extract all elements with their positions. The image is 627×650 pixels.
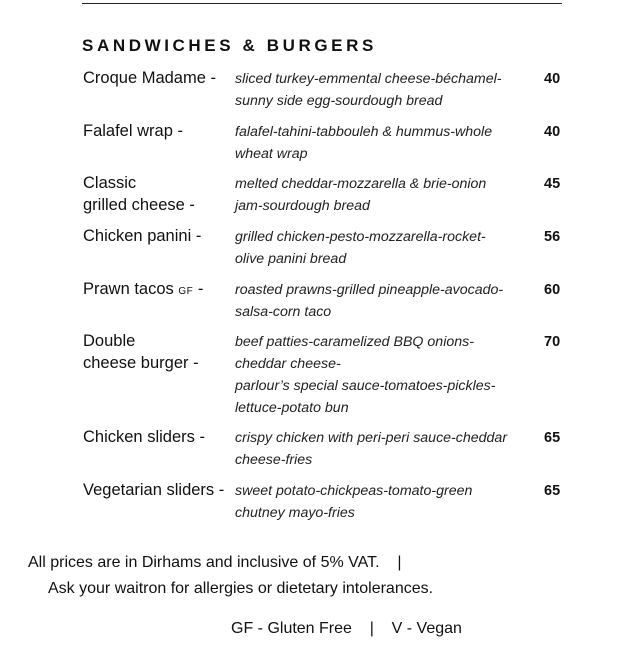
item-price: 40 bbox=[544, 71, 561, 87]
item-description-line: beef patties-caramelized BBQ onions- bbox=[235, 334, 474, 350]
dietary-legend: GF - Gluten Free | V - Vegan bbox=[231, 620, 462, 637]
vat-note: All prices are in Dirhams and inclusive of 5% VAT. | bbox=[28, 554, 402, 571]
item-description-line: falafel-tahini-tabbouleh & hummus-whole bbox=[235, 124, 493, 140]
item-name-text: Prawn tacos bbox=[83, 280, 174, 298]
item-name-line: grilled cheese - bbox=[83, 196, 195, 214]
top-divider bbox=[82, 3, 562, 4]
item-name-suffix: - bbox=[193, 280, 204, 298]
item-description bbox=[235, 331, 535, 419]
allergy-note: Ask your waitron for allergies or dietetary intolerances. bbox=[48, 580, 434, 597]
item-description bbox=[235, 121, 535, 165]
item-name bbox=[83, 278, 233, 303]
item-description-line: jam-sourdough bread bbox=[235, 198, 370, 214]
section-title: SANDWICHES & BURGERS bbox=[82, 36, 377, 55]
item-description-line: cheese-fries bbox=[235, 452, 313, 468]
item-description-line: sliced turkey-emmental cheese-béchamel- bbox=[235, 71, 502, 87]
item-description-line: chutney mayo-fries bbox=[235, 505, 355, 521]
item-description-line: lettuce-potato bun bbox=[235, 400, 349, 416]
item-description-line: melted cheddar-mozzarella & brie-onion bbox=[235, 176, 487, 192]
item-name-line: Double bbox=[83, 332, 136, 350]
item-name-line: cheese burger - bbox=[83, 354, 199, 372]
item-price: 40 bbox=[544, 124, 561, 140]
item-name bbox=[83, 172, 233, 216]
item-price: 45 bbox=[544, 176, 561, 192]
item-price: 60 bbox=[544, 282, 561, 298]
item-description-line: sweet potato-chickpeas-tomato-green bbox=[235, 483, 473, 499]
gluten-free-tag: GF bbox=[178, 286, 194, 297]
item-description bbox=[235, 226, 535, 270]
item-description-line: salsa-corn taco bbox=[235, 304, 332, 320]
item-description-line: wheat wrap bbox=[235, 146, 308, 162]
item-name: Chicken sliders - bbox=[83, 428, 205, 446]
item-description-line: roasted prawns-grilled pineapple-avocado- bbox=[235, 282, 504, 298]
item-name-line: Classic bbox=[83, 174, 137, 192]
item-description bbox=[235, 427, 535, 471]
item-description-line: crispy chicken with peri-peri sauce-cheddar bbox=[235, 430, 508, 446]
item-description bbox=[235, 279, 535, 323]
item-price: 65 bbox=[544, 430, 561, 446]
item-name: Croque Madame - bbox=[83, 69, 216, 87]
item-description bbox=[235, 68, 535, 112]
item-price: 70 bbox=[544, 334, 561, 350]
item-name bbox=[83, 330, 233, 374]
item-description bbox=[235, 173, 535, 217]
item-description-line: cheddar cheese- bbox=[235, 356, 341, 372]
item-description-line: olive panini bread bbox=[235, 251, 347, 267]
item-description-line: sunny side egg-sourdough bread bbox=[235, 93, 443, 109]
item-name: Falafel wrap - bbox=[83, 122, 183, 140]
item-description-line: grilled chicken-pesto-mozzarella-rocket- bbox=[235, 229, 486, 245]
item-price: 56 bbox=[544, 229, 561, 245]
item-name: Vegetarian sliders - bbox=[83, 481, 225, 499]
item-price: 65 bbox=[544, 483, 561, 499]
item-description-line: parlour’s special sauce-tomatoes-pickles- bbox=[235, 378, 496, 394]
item-name: Chicken panini - bbox=[83, 227, 202, 245]
item-description bbox=[235, 480, 535, 524]
